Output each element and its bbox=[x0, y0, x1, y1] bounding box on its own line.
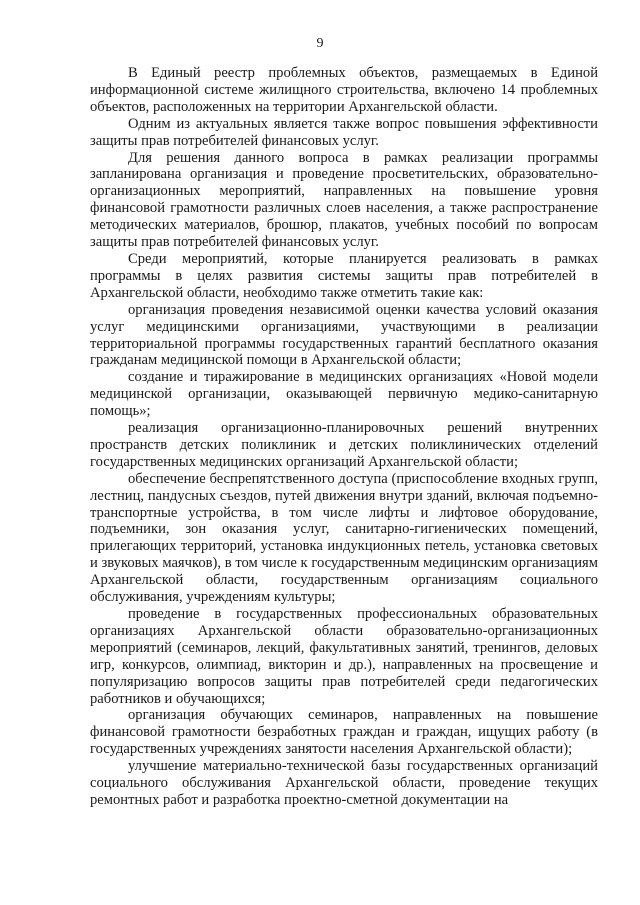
paragraph: В Единый реестр проблемных объектов, размещаемых в Единой информационной системе жилищного строительства, включено 14 проблемных объектов, расположенных на территории Архангельской области. bbox=[90, 65, 598, 115]
list-item: создание и тиражирование в медицинских организациях «Новой модели медицинской организации, оказывающей первичную медико-санитарную помощь»; bbox=[90, 369, 598, 420]
list-item: проведение в государственных профессиональных образовательных организациях Архангельской области образовательно-организационных мероприятий (семинаров, лекций, факультативных занятий, тренингов, деловых игр, конкурсов, олимпиад, викторин и др.), направленных на просвещение и популяризацию вопросов защиты прав потребителей среди педагогических работников и обучающихся; bbox=[90, 606, 598, 707]
list-item: организация обучающих семинаров, направленных на повышение финансовой грамотности безработных граждан и граждан, ищущих работу (в государственных учреждениях занятости населения Архангельской области); bbox=[90, 707, 598, 758]
paragraph: Одним из актуальных является также вопрос повышения эффективности защиты прав потребителей финансовых услуг. bbox=[90, 115, 598, 149]
list-item: организация проведения независимой оценки качества условий оказания услуг медицинскими организациями, участвующими в реализации территориальной программы государственных гарантий бесплатного оказания гражданам медицинской помощи в Архангельской области; bbox=[90, 301, 598, 369]
list-item: реализация организационно-планировочных решений внутренних пространств детских поликлиник и детских поликлинических отделений государственных медицинских организаций Архангельской области; bbox=[90, 420, 598, 470]
paragraph: Для решения данного вопроса в рамках реализации программы запланирована организация и проведение просветительских, образовательно-организационных мероприятий, направленных на повышение уровня финансовой грамотности различных слоев населения, а также распространение методических материалов, брошюр, плакатов, учебных пособий по вопросам защиты прав потребителей финансовых услуг. bbox=[90, 149, 598, 251]
paragraph: Среди мероприятий, которые планируется реализовать в рамках программы в целях развития системы защиты прав потребителей в Архангельской области, необходимо также отметить такие как: bbox=[90, 250, 598, 301]
list-item: обеспечение беспрепятственного доступа (приспособление входных групп, лестниц, пандусных съездов, путей движения внутри зданий, включая подъемно-транспортные устройства, в том числе лифты и лифтовое оборудование, подъемники, зон оказания услуг, санитарно-гигиенических помещений, прилегающих территорий, установка индукционных петель, установка световых и звуковых маячков), в том числе к государственным медицинским организациям Архангельской области, государственным организациям социального обслуживания, учреждениям культуры; bbox=[90, 470, 598, 606]
list-item: улучшение материально-технической базы государственных организаций социального обслуживания Архангельской области, проведение текущих ремонтных работ и разработка проектно-сметной документации на bbox=[90, 758, 598, 808]
page-number: 9 bbox=[316, 36, 324, 51]
document-body bbox=[90, 65, 598, 809]
